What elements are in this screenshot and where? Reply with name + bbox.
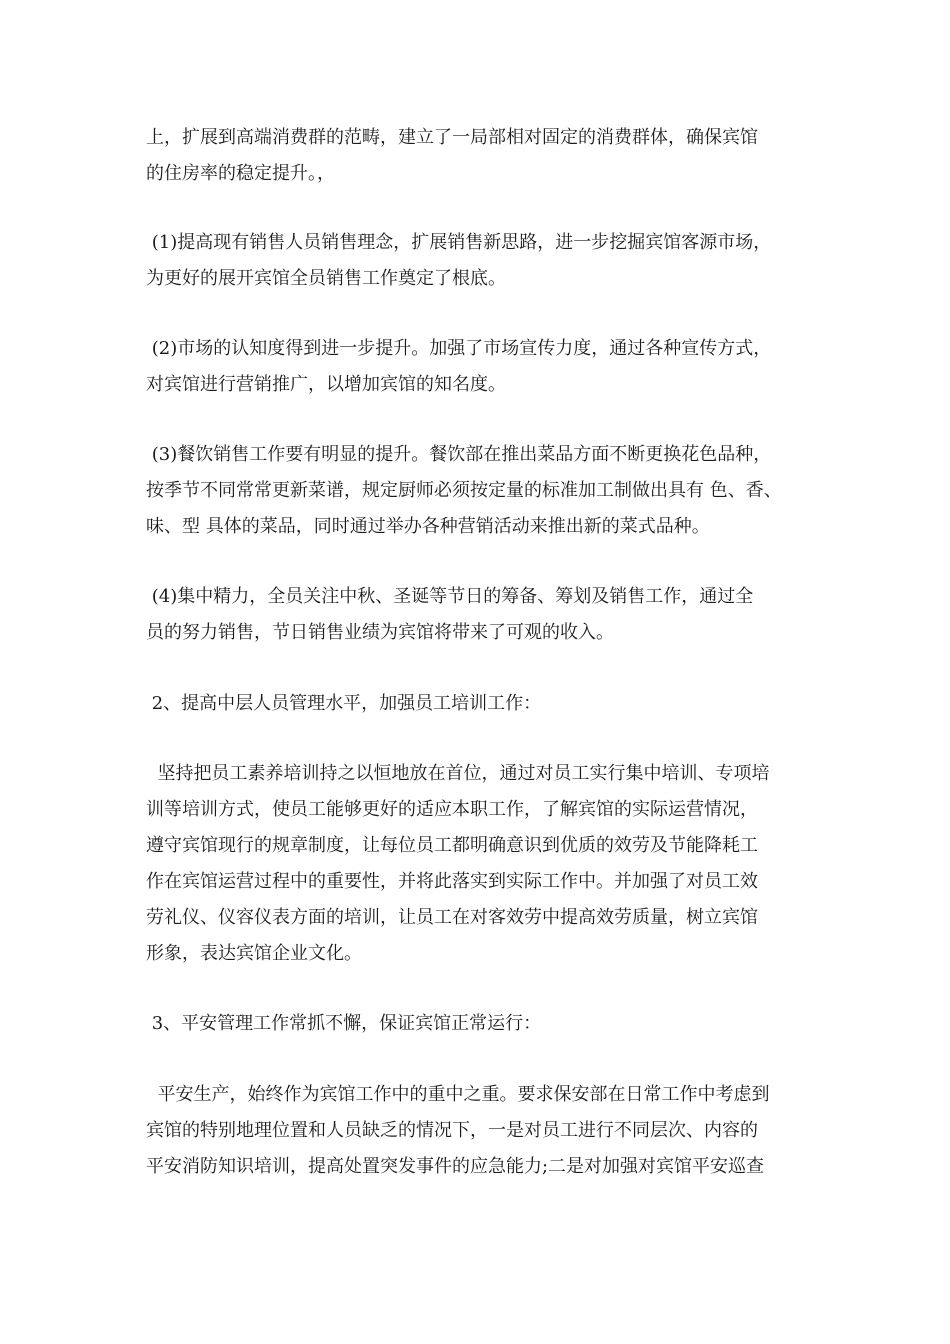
text-line: 劳礼仪、仪容仪表方面的培训，让员工在对客效劳中提高效劳质量，树立宾馆 (146, 907, 758, 928)
text-line: 作在宾馆运营过程中的重要性，并将此落实到实际工作中。并加强了对员工效 (146, 871, 758, 892)
text-line: 为更好的展开宾馆全员销售工作奠定了根底。 (146, 268, 506, 289)
section-heading-3 (146, 1006, 826, 1042)
text-line: 训等培训方式，使员工能够更好的适应本职工作，了解宾馆的实际运营情况， (146, 799, 758, 820)
paragraph-training (146, 756, 826, 972)
text-line: 坚持把员工素养培训持之以恒地放在首位，通过对员工实行集中培训、专项培 (146, 763, 770, 784)
text-line: (3)餐饮销售工作要有明显的提升。餐饮部在推出菜品方面不断更换花色品种， (146, 444, 772, 465)
text-line: 平安消防知识培训，提高处置突发事件的应急能力;二是对加强对宾馆平安巡查 (146, 1156, 765, 1177)
text-line: 宾馆的特别地理位置和人员缺乏的情况下，一是对员工进行不同层次、内容的 (146, 1120, 758, 1141)
text-line: (1)提高现有销售人员销售理念，扩展销售新思路，进一步挖掘宾馆客源市场， (146, 232, 772, 253)
text-line: 上，扩展到高端消费群的范畴，建立了一局部相对固定的消费群体，确保宾馆 (146, 127, 758, 148)
paragraph-item-1 (146, 225, 826, 297)
paragraph-item-2 (146, 331, 826, 403)
text-line: (2)市场的认知度得到进一步提升。加强了市场宣传力度，通过各种宣传方式， (146, 338, 772, 359)
text-line: 对宾馆进行营销推广，以增加宾馆的知名度。 (146, 374, 506, 395)
text-line: 形象，表达宾馆企业文化。 (146, 943, 362, 964)
paragraph-safety (146, 1077, 826, 1185)
text-line: (4)集中精力，全员关注中秋、圣诞等节日的筹备、筹划及销售工作，通过全 (146, 586, 754, 607)
section-heading-2 (146, 686, 826, 722)
text-line: 的住房率的稳定提升。， (146, 163, 335, 184)
text-line: 员的努力销售，节日销售业绩为宾馆将带来了可观的收入。 (146, 622, 614, 643)
text-line: 遵守宾馆现行的规章制度，让每位员工都明确意识到优质的效劳及节能降耗工 (146, 835, 758, 856)
paragraph-item-3 (146, 437, 826, 545)
paragraph-intro (146, 120, 826, 192)
heading-line: 3、平安管理工作常抓不懈，保证宾馆正常运行： (146, 1013, 542, 1034)
text-line: 味、型 具体的菜品，同时通过举办各种营销活动来推出新的菜式品种。 (146, 516, 710, 537)
heading-line: 2、提高中层人员管理水平，加强员工培训工作： (146, 693, 542, 714)
paragraph-item-4 (146, 579, 826, 651)
text-line: 按季节不同常常更新菜谱，规定厨师必须按定量的标准加工制做出具有 色、香、 (146, 480, 782, 501)
text-line: 平安生产，始终作为宾馆工作中的重中之重。要求保安部在日常工作中考虑到 (146, 1084, 770, 1105)
